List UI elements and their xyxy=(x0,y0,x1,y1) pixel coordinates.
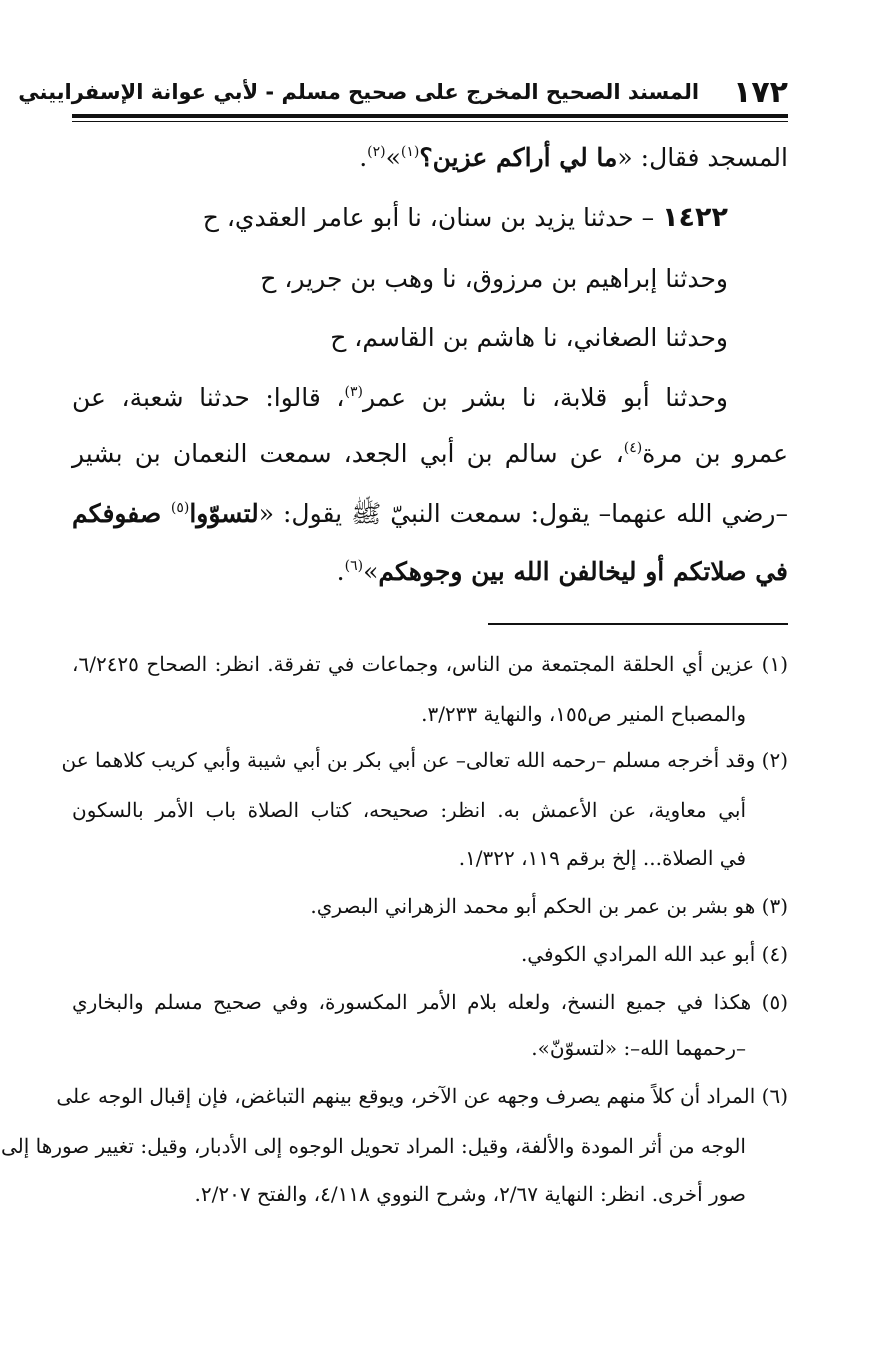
hadith-quote: ما لي أراكم عزين؟ xyxy=(419,143,618,172)
hadith-quote: صفوفكم xyxy=(72,499,171,528)
isnad-text: وحدثنا أبو قلابة، نا بشر بن عمر xyxy=(362,383,728,412)
isnad-text: عمرو بن مرة xyxy=(642,439,788,468)
footnote-ref-6[interactable]: (٦) xyxy=(344,558,364,574)
quote-open: « xyxy=(617,143,633,172)
footnote-6-cont: الوجه من أثر المودة والألفة، وقيل: المراد تحويل الوجوه إلى الأدبار، وقيل: تغيير صورها إلى xyxy=(1,1134,746,1158)
isnad-text: – حدثنا يزيد بن سنان، نا أبو عامر العقدي، ح xyxy=(202,203,655,232)
footnote-6-cont: صور أخرى. انظر: النهاية ٢/٦٧، وشرح النووي ٤/١١٨، والفتح ٢/٢٠٧. xyxy=(194,1182,746,1206)
isnad-text: ، عن سالم بن أبي الجعد، سمعت النعمان بن بشير xyxy=(72,439,624,468)
footnote-divider xyxy=(488,623,788,625)
quote-close: » xyxy=(385,143,401,172)
footnote-1-cont: والمصباح المنير ص١٥٥، والنهاية ٣/٢٣٣. xyxy=(421,702,746,726)
period: . xyxy=(336,557,345,586)
footnote-4: (٤) أبو عبد الله المرادي الكوفي. xyxy=(520,942,788,966)
running-title: المسند الصحيح المخرج على صحيح مسلم - لأبي عوانة الإسفراييني xyxy=(18,80,700,104)
period: . xyxy=(359,143,368,172)
footnote-3: (٣) هو بشر بن عمر بن الحكم أبو محمد الزهراني البصري. xyxy=(310,894,788,918)
main-line-1 xyxy=(72,132,788,178)
main-line-6 xyxy=(72,428,788,474)
isnad-text: ، قالوا: حدثنا شعبة، عن xyxy=(72,383,345,412)
footnote-ref-5[interactable]: (٥) xyxy=(170,500,190,516)
main-line-7 xyxy=(72,488,788,534)
hadith-quote: لتسوّوا xyxy=(189,499,259,528)
footnote-ref-2[interactable]: (٢) xyxy=(367,144,386,160)
matn-text: –رضي الله عنهما– يقول: سمعت النبيّ ﷺ يقول: « xyxy=(258,499,788,528)
footnote-5-cont: –رحمهما الله–: «لتسوّنّ». xyxy=(531,1036,746,1060)
footnote-ref-1[interactable]: (١) xyxy=(400,144,420,160)
page-number: ١٧٢ xyxy=(733,74,788,110)
main-line-5 xyxy=(72,372,728,418)
hadith-quote: في صلاتكم أو ليخالفن الله بين وجوهكم xyxy=(378,557,788,586)
footnote-2: (٢) وقد أخرجه مسلم –رحمه الله تعالى– عن أبي بكر بن أبي شيبة وأبي كريب كلاهما عن xyxy=(61,748,788,772)
page-header xyxy=(18,70,788,114)
hadith-number: ١٤٢٢ xyxy=(662,202,728,233)
footnote-ref-3[interactable]: (٣) xyxy=(344,384,363,400)
main-line-3: وحدثنا إبراهيم بن مرزوق، نا وهب بن جرير، ح xyxy=(260,264,728,293)
main-line-8 xyxy=(72,546,788,592)
footnote-5: (٥) هكذا في جميع النسخ، ولعله بلام الأمر المكسورة، وفي صحيح مسلم والبخاري xyxy=(72,990,788,1014)
footnote-1: (١) عزين أي الحلقة المجتمعة من الناس، وجماعات في تفرقة. انظر: الصحاح ٦/٢٤٢٥، xyxy=(72,652,788,676)
footnote-2-cont: في الصلاة... إلخ برقم ١١٩، ١/٣٢٢. xyxy=(458,846,746,870)
quote-close: » xyxy=(363,557,379,586)
main-line-2 xyxy=(72,198,728,238)
footnote-ref-4[interactable]: (٤) xyxy=(623,440,643,456)
footnote-6: (٦) المراد أن كلاً منهم يصرف وجهه عن الآخر، ويوقع بينهم التباغض، فإن إقبال الوجه على xyxy=(56,1084,788,1108)
header-rule-thick xyxy=(72,114,788,118)
main-text: المسجد فقال: xyxy=(632,143,788,172)
header-rule-thin xyxy=(72,121,788,122)
footnote-2-cont: أبي معاوية، عن الأعمش به. انظر: صحيحه، كتاب الصلاة باب الأمر بالسكون xyxy=(72,798,746,822)
main-line-4: وحدثنا الصغاني، نا هاشم بن القاسم، ح xyxy=(330,323,728,352)
